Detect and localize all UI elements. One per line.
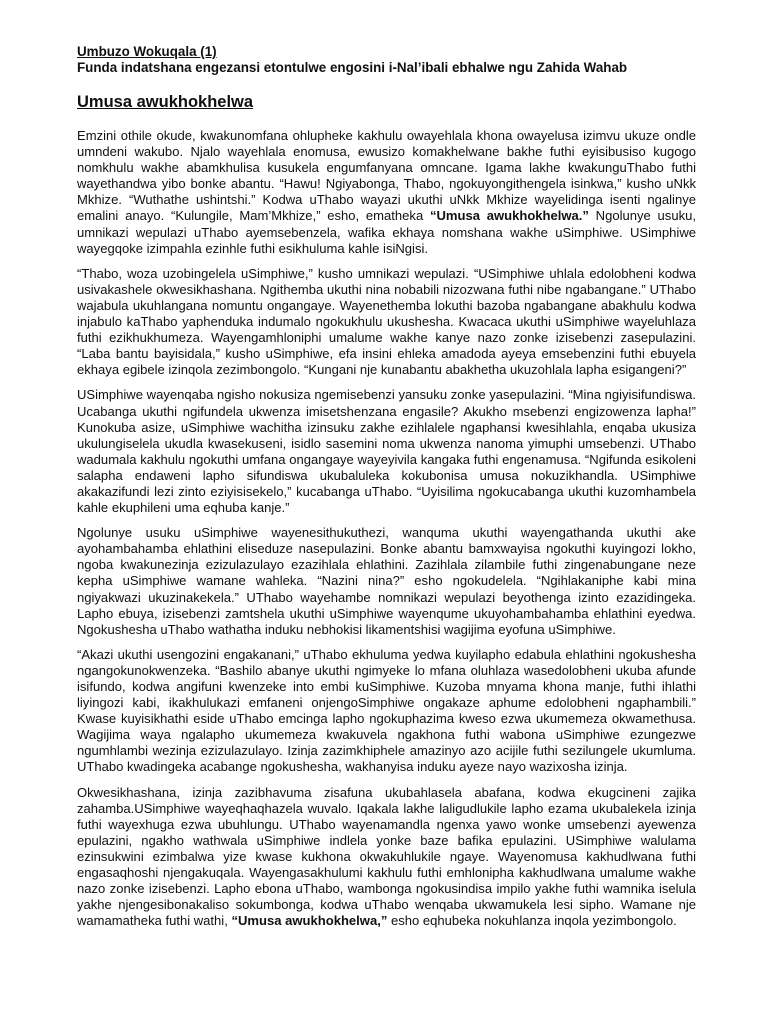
paragraph-text: “Thabo, woza uzobingelela uSimphiwe,” kusho umnikazi wepulazi. “USimphiwe uhlala edolobheni kodwa usivakashele okwesikhashana. Ngithemba ukuthi nina nobabili nizozwana futhi nibe ngabangane.” UThabo wajabula ukuhlangana nomuntu ongangaye. Wayenethemba lokuthi bazoba ngabangane abakhulu kodwa injabulo kaThabo yaphenduka indumalo ngokukhulu ukushesha. Kwacaca ukuthi uSimphiwe wayeluhlaza futhi ezikhukhumeza. Wayengamhloniphi umalume wakhe kanye nazo zonke izisebenzi zasepulazini. “Laba bantu bayisidala,” kusho uSimphiwe, efa insini ehleka amadoda ayeya emsebenzini futhi ebuyela ekhaya egibele izinqola zezimbongolo. “Kungani nje kunabantu abakhetha ukuzohlala lapha esigangeni?” — [77, 265, 696, 378]
paragraph-3 — [77, 387, 696, 516]
bold-quote: “Umusa awukhokhelwa.” — [429, 208, 589, 224]
paragraph-2 — [77, 266, 696, 379]
instruction-heading: Funda indatshana engezansi etontulwe engosini i-Nal’ibali ebhalwe ngu Zahida Wahab — [77, 59, 628, 75]
bold-quote: “Umusa awukhokhelwa,” — [231, 913, 388, 929]
paragraph-4 — [77, 525, 696, 638]
paragraph-text: esho eqhubeka nokuhlanza inqola yezimbongolo. — [387, 913, 677, 929]
story-title: Umusa awukhokhelwa — [77, 93, 254, 111]
paragraph-text: Emzini othile okude, kwakunomfana ohlupheke kakhulu owayehlala khona owayelusa izimvu ukuze ondle umndeni wakubo. Njalo wayehlala enomusa, ewusizo komakhelwane bakhe futhi eyisibusiso kugogo nomkhulu wakhe abamkhulisa kusukela engumfanyana omncane. Igama lakhe kwakunguThabo futhi wayethandwa yibo bonke abantu. “Hawu! Ngiyabonga, Thabo, ngokuyongithengela isinkwa,” kusho uNkk Mkhize. “Wuthathe ushintshi.” Kodwa uThabo wayazi ukuthi uNkk Mkhize wayelidinga isenti ngalinye emalini anayo. “Kulungile, Mam’Mkhize,” esho, ematheka — [77, 128, 696, 224]
paragraph-text: Okwesikhashana, izinja zazibhavuma zisafuna ukubahlasela abafana, kodwa ekugcineni zajika zahamba.USimphiwe wayeqhaqhazela wuvalo. Iqakala lakhe laligudlukile lapho ezama ukubalekela izinja futhi wayexhuga ezwa ubuhlungu. UThabo wayenamandla ngenxa yawo wonke umsebenzi ayewenza epulazini, ngakho wathwala uSimphiwe indlela yonke baze bafika epulazini. USimphiwe walulama ezinsukwini ezimbalwa yize kwase kukhona okwakuhlukile ngaye. Wayenomusa kakhudlwana futhi engasaqhoshi njengakuqala. Wayengasakhulumi kakhulu futhi emhlonipha kakhudlwana umalume wakhe nazo zonke izisebenzi. Lapho ebona uThabo, wambonga ngokusindisa impilo yakhe futhi wamnika iselula yakhe njengesibonakaliso sokumbonga, kodwa uThabo wenqaba ukwamukela lesi sipho. Wamane nje wamamatheka futhi wathi, — [77, 784, 696, 929]
paragraph-text: Ngolunye usuku uSimphiwe wayenesithukuthezi, wanquma ukuthi wayengathanda ukuthi ake ayohambahamba ehlathini eliseduze nasepulazini. Bonke abantu bamxwayisa ngokuthi kuyingozi lokho, ngoba kwakunezinja ezizulazulayo ezazihlala ehlathini. Zazihlala zilambile futhi zingenabungane neze kepha uSimphiwe wamane wahleka. “Nazini nina?” esho ngokudelela. “Ngihlakaniphe kabi mina ngiyakwazi ukuzinakekela.” UThabo wayehambe nomnikazi wepulazi beyothenga izinto ezazidingeka. Lapho ebuya, izisebenzi zamtshela ukuthi uSimphiwe wayenqume ukuyohambahamba ehlathini eyedwa. Ngokushesha uThabo wathatha induku nebhokisi likamentshisi wagijima eyofuna uSimphiwe. — [77, 525, 696, 637]
question-heading: Umbuzo Wokuqala (1) — [77, 44, 217, 59]
paragraph-1 — [77, 128, 696, 257]
paragraph-6 — [77, 785, 696, 930]
paragraph-text: USimphiwe wayenqaba ngisho nokusiza ngemisebenzi yansuku zonke yasepulazini. “Mina ngiyisifundiswa. Ucabanga ukuthi ngifundela ukwenza imisetshenzana engasile? Akukho msebenzi engizowenza lapha!” Kunokuba asize, uSimphiwe wachitha izinsuku zakhe ezihlalele ngaphansi kwesihlahla, enqaba ukusiza ukulungiselela ukudla kwasekuseni, isidlo sasemini noma ukwenza nanoma yimuphi umsebenzi. UThabo wadumala kakhulu ngokuthi umfana ongangaye wayeyivila kangaka futhi engenamusa. “Ngifunda esikoleni salapha endaweni lapho sifundiswa ukubaluleka kokubonisa umusa nokuzikhandla. USimphiwe akakazifundi lezi zinto eziyisisekelo,” kucabanga uThabo. “Uyisilima ngokucabanga ukuthi kuzomhambela kahle ekuphileni uma eqhuba kanje.” — [77, 387, 696, 516]
paragraph-text: Ngolunye usuku, umnikazi wepulazi uThabo ayemsebenzela, wafika ekhaya nomshana wakhe uSimphiwe. USimphiwe wayegqoke izimpahla ezinhle futhi esikhuluma kahle isiNgisi. — [77, 208, 696, 256]
paragraph-text: “Akazi ukuthi usengozini engakanani,” uThabo ekhuluma yedwa kuyilapho edabula ehlathini ngokushesha ngangokunokwenzeka. “Bashilo abanye ukuthi ngimyeke lo mfana oluhlaza wasedolobheni ukuba afunde isifundo, kodwa angifuni kwenzeke into embi kuSimphiwe. Kuzoba mnyama khona manje, futhi ihlathi liyingozi kabi, ikakhulukazi emfaneni onjengoSimphiwe ongakaze aphume edolobheni ngaphambili.” Kwase kuyisikhathi eside uThabo emcinga lapho ngokuphazima kweso ezwa ukumemeza okwamethusa. Wagijima waya ngalapho ukumemeza kwakuvela ngakhona futhi wabona uSimphiwe ezungezwe ngumhlambi wezinja ezizulazulayo. Izinja zazimkhiphele amazinyo azo acijile futhi sezilungele ukumluma. UThabo kwadingeka acabange ngokushesha, wakhanyisa induku ayeze nayo wazixosha izinja. — [77, 646, 696, 775]
paragraph-5 — [77, 647, 696, 776]
